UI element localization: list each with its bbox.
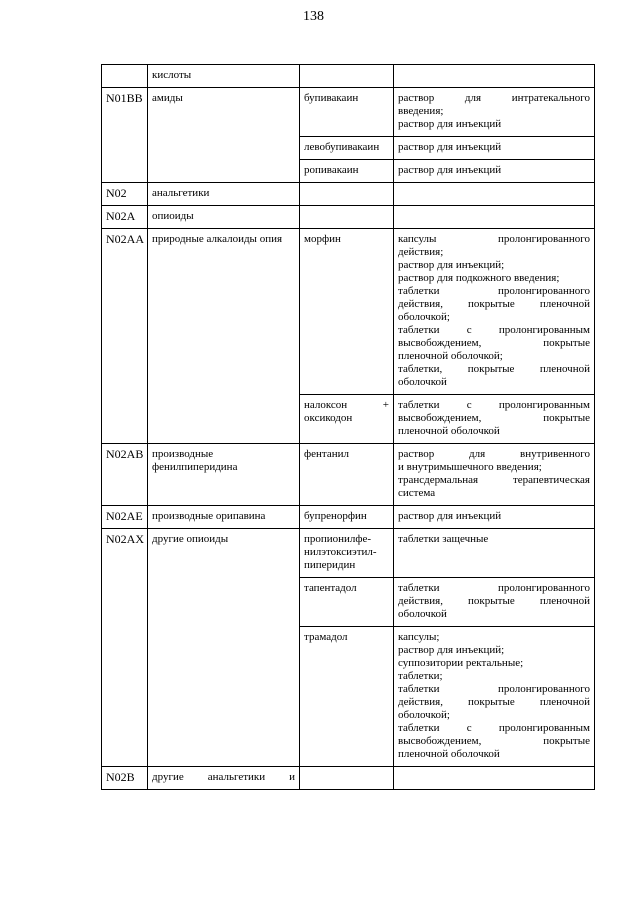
dosage-form-line: пленочной оболочкой <box>398 748 500 760</box>
dosage-form-line: пленочной оболочкой <box>398 425 500 437</box>
group-name: производные орипавина <box>148 506 300 529</box>
dosage-forms <box>394 627 595 767</box>
dosage-forms <box>394 444 595 506</box>
atc-code: N02AX <box>102 529 148 767</box>
dosage-form-line: суппозитории ректальные; <box>398 657 524 669</box>
dosage-form-line: таблетки, покрытые пленочной <box>398 363 590 375</box>
drug-name: тапентадол <box>300 578 394 627</box>
dosage-form-line: раствор для инъекций <box>398 510 502 522</box>
dosage-form-line: таблетки с пролонгированным <box>398 399 590 411</box>
drug-name-part: оксикодон <box>304 412 353 424</box>
drug-name: левобупивакаин <box>300 137 394 160</box>
dosage-forms <box>394 578 595 627</box>
dosage-form-line: действия, покрытые пленочной <box>398 298 590 310</box>
dosage-forms <box>394 65 595 88</box>
dosage-form-line: капсулы; <box>398 631 440 643</box>
dosage-form-line: трансдермальная терапевтическая <box>398 474 590 486</box>
drug-name: фентанил <box>300 444 394 506</box>
dosage-form-line: раствор для инъекций <box>398 118 502 130</box>
atc-code: N02AA <box>102 229 148 444</box>
dosage-forms <box>394 229 595 395</box>
dosage-forms <box>394 206 595 229</box>
drug-name-part: пропионилфе- <box>304 533 372 545</box>
dosage-form-line: таблетки защечные <box>398 533 489 545</box>
dosage-form-line: и внутримышечного введения; <box>398 461 542 473</box>
dosage-forms <box>394 395 595 444</box>
dosage-forms <box>394 88 595 137</box>
dosage-form-line: таблетки пролонгированного <box>398 683 590 695</box>
dosage-form-line: оболочкой; <box>398 311 450 323</box>
group-name-part: фенилпиперидина <box>152 461 238 473</box>
dosage-form-line: капсулы пролонгированного <box>398 233 590 245</box>
drug-name <box>300 529 394 578</box>
drug-name: трамадол <box>300 627 394 767</box>
group-name: анальгетики <box>148 183 300 206</box>
dosage-form-line: высвобождением, покрытые <box>398 337 590 349</box>
table-row <box>102 88 595 137</box>
atc-code: N02AB <box>102 444 148 506</box>
dosage-forms <box>394 137 595 160</box>
atc-code: N02B <box>102 767 148 790</box>
dosage-form-line: высвобождением, покрытые <box>398 735 590 747</box>
atc-code: N02AE <box>102 506 148 529</box>
dosage-form-line: введения; <box>398 105 444 117</box>
table-row <box>102 444 595 506</box>
atc-code: N02A <box>102 206 148 229</box>
drug-name: морфин <box>300 229 394 395</box>
dosage-form-line: система <box>398 487 436 499</box>
dosage-form-line: высвобождением, покрытые <box>398 412 590 424</box>
dosage-form-line: таблетки с пролонгированным <box>398 722 590 734</box>
group-name: природные алкалоиды опия <box>148 229 300 444</box>
table-row <box>102 65 595 88</box>
dosage-form-line: раствор для инъекций <box>398 141 502 153</box>
group-name: кислоты <box>148 65 300 88</box>
dosage-form-line: таблетки пролонгированного <box>398 582 590 594</box>
dosage-form-line: действия, покрытые пленочной <box>398 696 590 708</box>
drug-name <box>300 767 394 790</box>
dosage-form-line: раствор для инъекций; <box>398 644 505 656</box>
atc-code <box>102 65 148 88</box>
drug-name <box>300 206 394 229</box>
dosage-form-line: таблетки; <box>398 670 443 682</box>
dosage-forms <box>394 160 595 183</box>
group-name: опиоиды <box>148 206 300 229</box>
dosage-form-line: таблетки с пролонгированным <box>398 324 590 336</box>
table-row <box>102 206 595 229</box>
dosage-form-line: таблетки пролонгированного <box>398 285 590 297</box>
dosage-form-line: оболочкой; <box>398 709 450 721</box>
dosage-forms <box>394 529 595 578</box>
atc-code: N01BB <box>102 88 148 183</box>
drug-name-part: пиперидин <box>304 559 356 571</box>
group-name: амиды <box>148 88 300 183</box>
dosage-form-line: пленочной оболочкой; <box>398 350 503 362</box>
dosage-form-line: раствор для инъекций; <box>398 259 505 271</box>
table-row <box>102 183 595 206</box>
drug-name: бупренорфин <box>300 506 394 529</box>
dosage-form-line: действия; <box>398 246 444 258</box>
group-name: другие опиоиды <box>148 529 300 767</box>
table-row <box>102 506 595 529</box>
group-name-part: производные <box>152 448 214 460</box>
dosage-form-line: раствор для подкожного введения; <box>398 272 560 284</box>
page-number: 138 <box>303 9 324 24</box>
drug-name: бупивакаин <box>300 88 394 137</box>
group-name: другие анальгетики и <box>148 767 300 790</box>
drug-name-part: нилэтоксиэтил- <box>304 546 377 558</box>
drug-name <box>300 395 394 444</box>
table-row <box>102 529 595 578</box>
drug-table <box>101 64 595 790</box>
dosage-forms <box>394 767 595 790</box>
dosage-form-line: раствор для интратекального <box>398 92 590 104</box>
dosage-form-line: оболочкой <box>398 376 447 388</box>
atc-code: N02 <box>102 183 148 206</box>
dosage-form-line: раствор для внутривенного <box>398 448 590 460</box>
drug-name: ропивакаин <box>300 160 394 183</box>
dosage-form-line: оболочкой <box>398 608 447 620</box>
table-row <box>102 767 595 790</box>
dosage-form-line: действия, покрытые пленочной <box>398 595 590 607</box>
drug-name-part: налоксон <box>304 399 348 411</box>
drug-name <box>300 183 394 206</box>
dosage-forms <box>394 183 595 206</box>
group-name <box>148 444 300 506</box>
drug-name <box>300 65 394 88</box>
dosage-form-line: раствор для инъекций <box>398 164 502 176</box>
plus-sign: + <box>382 399 389 411</box>
table-row <box>102 229 595 395</box>
dosage-forms <box>394 506 595 529</box>
